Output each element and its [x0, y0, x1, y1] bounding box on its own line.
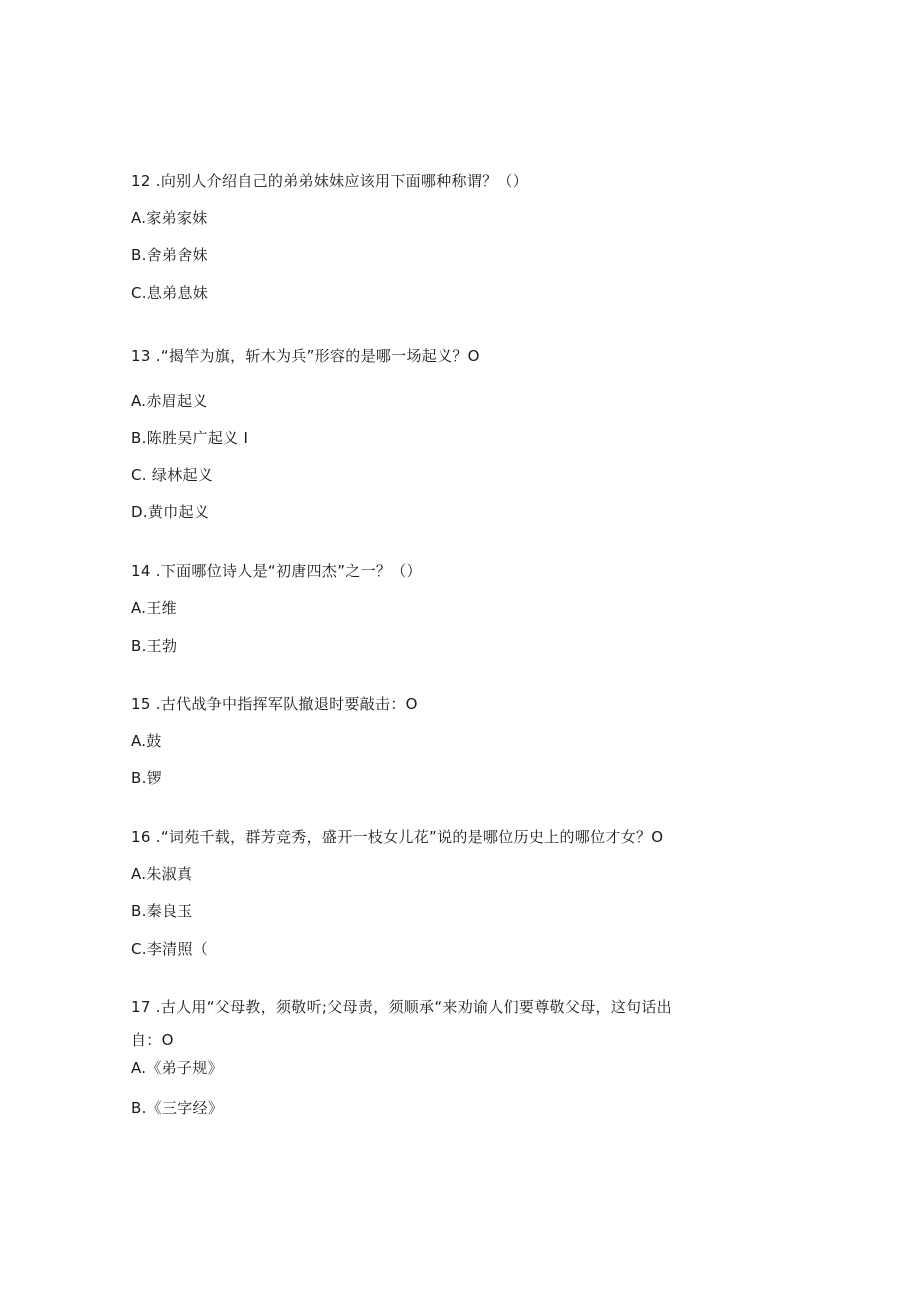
q16-option-c: C.李清照（ [131, 940, 209, 958]
q16-option-a: A.朱淑真 [131, 865, 193, 883]
question-14: 14 .下面哪位诗人是“初唐四杰”之一？（） [131, 562, 422, 580]
q17-option-b: B.《三字经》 [131, 1099, 224, 1117]
question-17-continued: 自：O [131, 1031, 174, 1049]
q12-option-b: B.舍弟舍妹 [131, 246, 208, 264]
q12-option-a: A.家弟家妹 [131, 209, 208, 227]
q13-option-d: D.黄巾起义 [131, 503, 210, 521]
question-16: 16 .“词苑千载，群芳竞秀，盛开一枝女儿花”说的是哪位历史上的哪位才女？O [131, 828, 664, 846]
q15-option-b: B.锣 [131, 769, 162, 787]
q13-option-a: A.赤眉起义 [131, 392, 208, 410]
q13-option-b: B.陈胜吴广起义 I [131, 429, 249, 447]
question-17: 17 .古人用“父母教，须敬听;父母责，须顺承“来劝谕人们要尊敬父母，这句话出 [131, 998, 672, 1016]
q15-option-a: A.鼓 [131, 732, 162, 750]
q14-option-b: B.王勃 [131, 637, 178, 655]
question-13: 13 .“揭竿为旗，斩木为兵”形容的是哪一场起义？O [131, 347, 480, 365]
q14-option-a: A.王维 [131, 599, 177, 617]
question-15: 15 .古代战争中指挥军队撤退时要敲击：O [131, 695, 418, 713]
q16-option-b: B.秦良玉 [131, 902, 193, 920]
q12-option-c: C.息弟息妹 [131, 284, 209, 302]
question-12: 12 .向别人介绍自己的弟弟妹妹应该用下面哪种称谓？（） [131, 172, 529, 190]
q17-option-a: A.《弟子规》 [131, 1059, 223, 1077]
q13-option-c: C. 绿林起义 [131, 466, 214, 484]
